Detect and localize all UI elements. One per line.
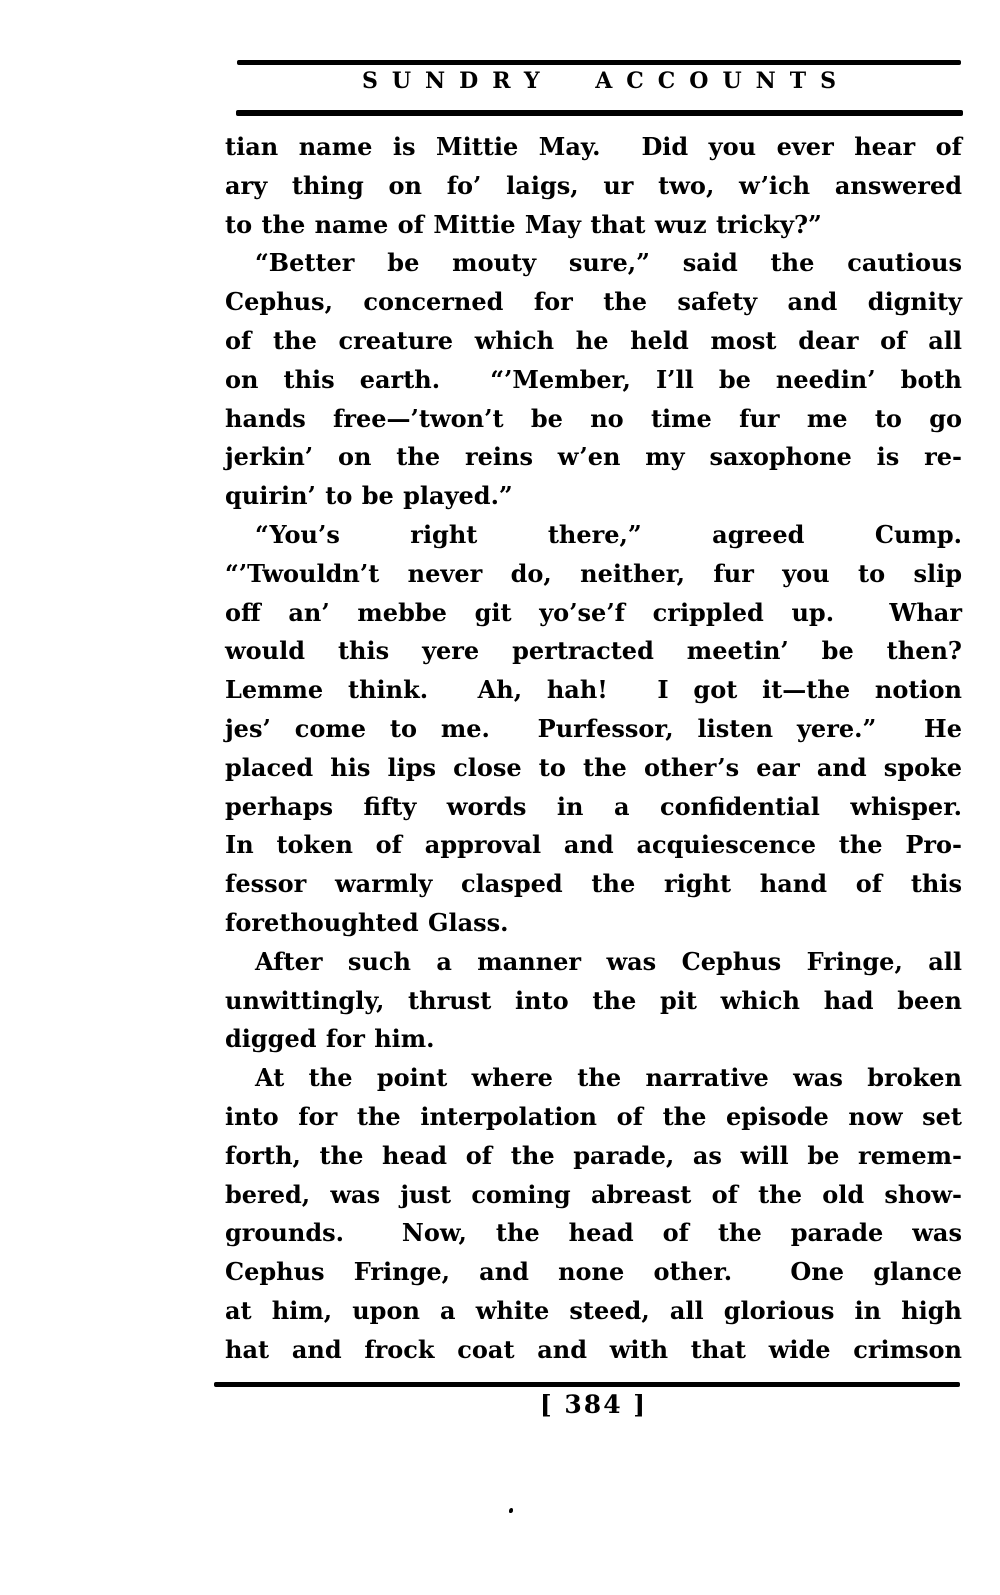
- text-line: of the creature which he held most dear of all: [225, 325, 962, 355]
- text-line: jerkin’ on the reins w’en my saxophone is re-: [225, 442, 962, 472]
- text-line: In token of approval and acquiescence the Pro-: [225, 830, 962, 860]
- text-line: fessor warmly clasped the right hand of this: [225, 869, 962, 899]
- text-line: jes’ come to me. Purfessor, listen yere.” He: [225, 713, 962, 743]
- text-line: ary thing on fo’ laigs, ur two, w’ich answered: [225, 170, 962, 200]
- header-rule-bottom: [236, 110, 963, 116]
- text-line: Cephus, concerned for the safety and dignity: [225, 287, 962, 317]
- text-line: unwittingly, thrust into the pit which had been: [225, 985, 962, 1015]
- running-head-title: SUNDRY ACCOUNTS: [361, 68, 851, 94]
- text-line: tian name is Mittie May. Did you ever hear of: [225, 132, 962, 161]
- text-line: hands free—’twon’t be no time fur me to go: [225, 403, 962, 433]
- text-line: forth, the head of the parade, as will be remem-: [225, 1140, 962, 1170]
- text-line: at him, upon a white steed, all glorious in high: [225, 1295, 962, 1325]
- paragraph: [225, 1059, 962, 1369]
- text-line: “’Twouldn’t never do, neither, fur you to slip: [225, 558, 962, 588]
- text-line: perhaps fifty words in a confidential whisper.: [225, 791, 962, 821]
- text-line: quirin’ to be played.”: [225, 481, 513, 511]
- page-body: [225, 128, 962, 1370]
- text-line: would this yere pertracted meetin’ be then?: [225, 636, 962, 666]
- text-line: Cephus Fringe, and none other. One glance: [225, 1257, 962, 1287]
- text-line: placed his lips close to the other’s ear and spoke: [225, 752, 962, 782]
- paragraph: [225, 244, 962, 516]
- text-line: “Better be mouty sure,” said the cautious: [255, 248, 962, 278]
- text-line: hat and frock coat and with that wide crimson: [225, 1334, 962, 1364]
- footer-rule: [214, 1382, 960, 1387]
- paragraph: [225, 128, 962, 244]
- text-line: off an’ mebbe git yo’se’f crippled up. Whar: [225, 597, 962, 627]
- page-number: [ 384 ]: [539, 1390, 648, 1419]
- text-line: on this earth. “’Member, I’ll be needin’ both: [225, 364, 962, 394]
- text-line: to the name of Mittie May that wuz tricky?”: [225, 209, 822, 239]
- paragraph: [225, 943, 962, 1059]
- text-line: After such a manner was Cephus Fringe, all: [255, 946, 962, 976]
- scan-speck: [509, 1508, 513, 1513]
- text-line: bered, was just coming abreast of the old show-: [225, 1179, 962, 1209]
- text-line: grounds. Now, the head of the parade was: [225, 1218, 962, 1248]
- text-line: “You’s right there,” agreed Cump.: [255, 519, 962, 549]
- header-rule-top: [237, 60, 961, 65]
- text-line: digged for him.: [225, 1024, 435, 1054]
- paragraph: [225, 516, 962, 943]
- text-line: At the point where the narrative was broken: [255, 1063, 962, 1093]
- text-line: Lemme think. Ah, hah! I got it—the notion: [225, 675, 962, 705]
- text-line: into for the interpolation of the episode now set: [225, 1101, 962, 1131]
- text-line: forethoughted Glass.: [225, 907, 509, 937]
